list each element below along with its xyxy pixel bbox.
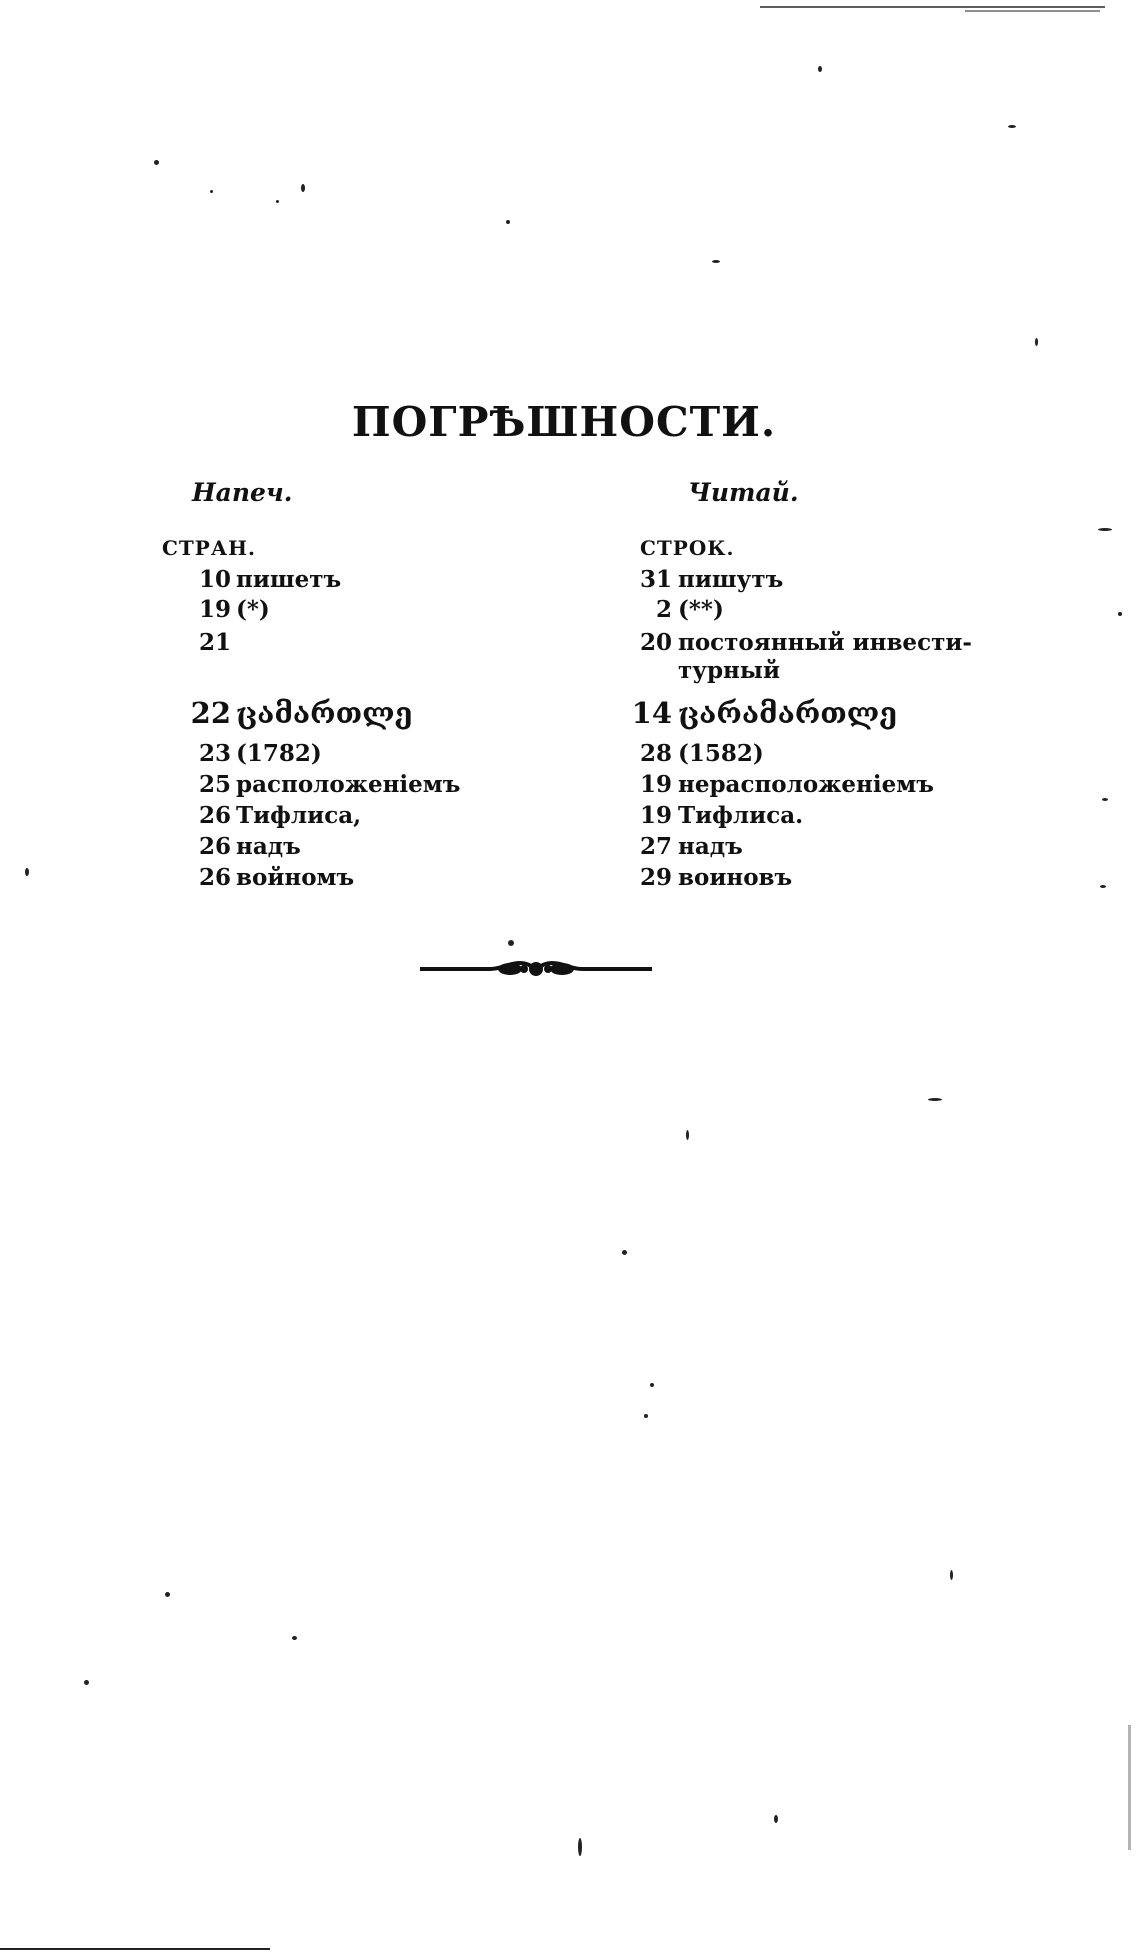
scan-speck xyxy=(712,260,720,263)
printed-text: надъ xyxy=(236,833,301,860)
scan-speck xyxy=(154,160,159,165)
top-rule-short xyxy=(965,10,1100,12)
scan-speck xyxy=(818,66,822,72)
line-number: 31 xyxy=(639,566,672,593)
table-row xyxy=(0,596,1140,624)
page-number: 26 xyxy=(198,802,231,829)
line-number: 28 xyxy=(639,740,672,767)
page-number: 25 xyxy=(198,771,231,798)
read-text: (1582) xyxy=(678,740,764,767)
table-row xyxy=(0,833,1140,861)
scan-speck xyxy=(928,1098,942,1101)
page-number: 19 xyxy=(198,596,231,623)
line-number: 14 xyxy=(631,696,672,730)
read-text: пишутъ xyxy=(678,566,784,593)
table-row xyxy=(0,802,1140,830)
scan-speck xyxy=(1102,798,1108,801)
table-row xyxy=(0,696,1140,730)
read-text: ცარამართლე xyxy=(678,696,898,730)
scan-speck xyxy=(1118,612,1122,616)
read-text: турный xyxy=(678,657,781,684)
line-number: 20 xyxy=(639,629,672,656)
printed-text: пишетъ xyxy=(236,566,342,593)
read-text: Тифлиса. xyxy=(678,802,804,829)
scan-speck xyxy=(84,1680,89,1685)
printed-text: (1782) xyxy=(236,740,322,767)
ornament-divider xyxy=(420,956,652,982)
scan-speck xyxy=(1035,338,1038,346)
line-number: 19 xyxy=(639,802,672,829)
scan-speck xyxy=(301,184,305,192)
page-title: ПОГРѢШНОСТИ. xyxy=(351,398,777,446)
page-number: 22 xyxy=(190,696,231,730)
column-read-heading: Читай. xyxy=(688,478,799,507)
printed-text: ცამართლე xyxy=(236,696,413,730)
page-subheading: СТРАН. xyxy=(162,536,256,560)
page-number: 26 xyxy=(198,864,231,891)
printed-text: расположеніемъ xyxy=(236,771,461,798)
table-row xyxy=(0,740,1140,768)
scan-speck xyxy=(25,868,29,876)
scan-speck xyxy=(508,940,514,946)
column-printed-heading: Напеч. xyxy=(192,478,293,507)
scan-speck xyxy=(950,1570,953,1580)
printed-text: Тифлиса, xyxy=(236,802,362,829)
line-subheading: СТРОК. xyxy=(640,536,735,560)
read-text: воиновъ xyxy=(678,864,793,891)
page-number: 26 xyxy=(198,833,231,860)
top-rule xyxy=(760,6,1105,8)
line-number: 2 xyxy=(655,596,672,623)
read-text: постоянный инвести- xyxy=(678,629,972,656)
table-row xyxy=(0,657,1140,685)
bottom-rule xyxy=(0,1948,270,1950)
line-number: 27 xyxy=(639,833,672,860)
scan-speck xyxy=(622,1250,627,1255)
scan-speck xyxy=(578,1838,582,1856)
scan-speck xyxy=(210,190,213,193)
scan-speck xyxy=(1100,885,1106,888)
read-text: (**) xyxy=(678,596,724,623)
table-row xyxy=(0,771,1140,799)
printed-text: войномъ xyxy=(236,864,355,891)
scan-speck xyxy=(1008,125,1016,128)
scan-speck xyxy=(1128,1725,1131,1850)
scan-speck xyxy=(292,1636,297,1640)
line-number: 19 xyxy=(639,771,672,798)
page-number: 10 xyxy=(198,566,231,593)
scan-speck xyxy=(506,220,510,224)
scan-speck xyxy=(650,1383,654,1387)
scan-speck xyxy=(686,1130,689,1140)
scan-speck xyxy=(1098,528,1112,531)
read-text: надъ xyxy=(678,833,743,860)
table-row xyxy=(0,566,1140,594)
page-number: 21 xyxy=(198,629,231,656)
scan-speck xyxy=(276,200,279,203)
page-number: 23 xyxy=(198,740,231,767)
scan-speck xyxy=(165,1592,170,1597)
table-row xyxy=(0,864,1140,892)
scan-speck xyxy=(644,1414,648,1418)
scan-speck xyxy=(774,1815,778,1823)
table-row xyxy=(0,629,1140,657)
printed-text: (*) xyxy=(236,596,270,623)
line-number: 29 xyxy=(639,864,672,891)
read-text: нерасположеніемъ xyxy=(678,771,934,798)
